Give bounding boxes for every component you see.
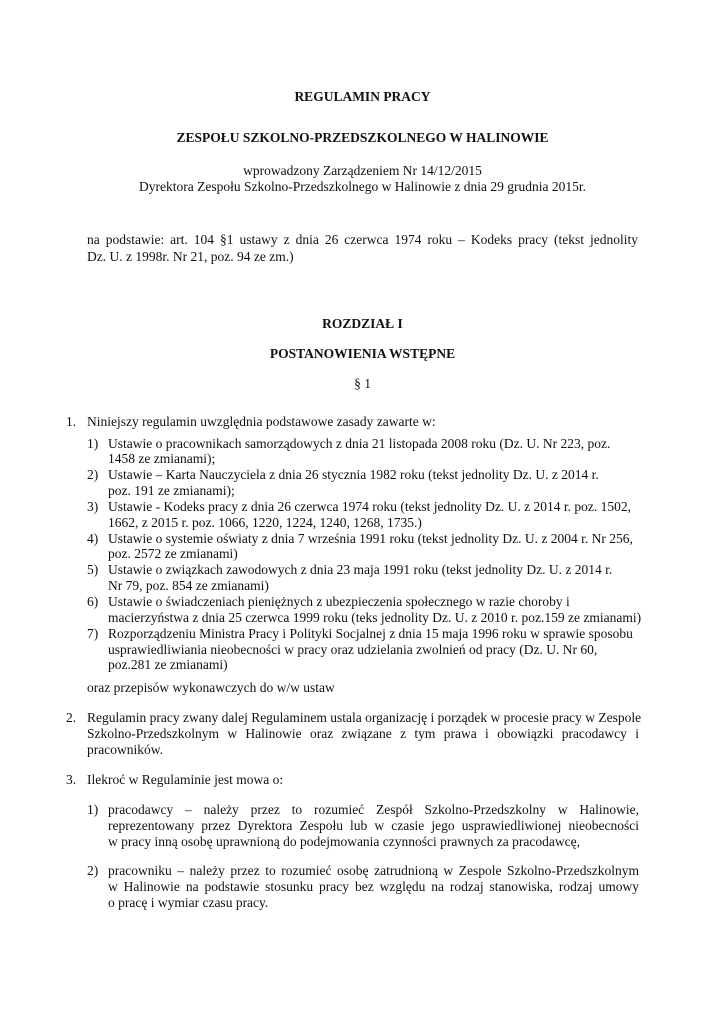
list-item-line: 1458 ze zmianami); — [108, 451, 216, 466]
list-item-line: pracodawcy – należy przez to rozumieć Zespół Szkolno-Przedszkolny w Halinowie, — [108, 802, 639, 817]
list-item-number: 5) — [87, 562, 99, 577]
intro-line-2: Dyrektora Zespołu Szkolno-Przedszkolnego w Halinowie z dnia 29 grudnia 2015r. — [139, 179, 586, 194]
list-item-line: poz.281 ze zmianami) — [108, 657, 228, 672]
list-item-number: 1) — [87, 436, 99, 451]
list-item-line: Ustawie o związkach zawodowych z dnia 23 maja 1991 roku (tekst jednolity Dz. U. z 2014 r. — [108, 562, 613, 577]
legal-basis-line-2: Dz. U. z 1998r. Nr 21, poz. 94 ze zm.) — [87, 249, 294, 264]
list-item-line: Nr 79, poz. 854 ze zmianami) — [108, 578, 269, 593]
item-2-line: Szkolno-Przedszkolnym w Halinowie oraz związane z tym prawa i obowiązki pracodawcy i — [87, 726, 639, 741]
list-item-line: o pracę i wymiar czasu pracy. — [108, 895, 269, 910]
list-item-line: w Halinowie na podstawie stosunku pracy bez względu na rodzaj stanowiska, rodzaj umowy — [108, 879, 639, 894]
item-2-line: Regulamin pracy zwany dalej Regulaminem ustala organizację i porządek w procesie pracy w Zespole — [87, 710, 642, 725]
list-item-number: 4) — [87, 531, 99, 546]
list-item-number: 2) — [87, 467, 99, 482]
list-item-line: 1662, z 2015 r. poz. 1066, 1220, 1224, 1240, 1268, 1735.) — [108, 515, 422, 530]
list-item-line: Ustawie – Karta Nauczyciela z dnia 26 stycznia 1982 roku (tekst jednolity Dz. U. z 2014 r. — [108, 467, 599, 482]
legal-basis-line-1: na podstawie: art. 104 §1 ustawy z dnia 26 czerwca 1974 roku – Kodeks pracy (tekst jednolity — [87, 232, 638, 247]
paragraph-mark: § 1 — [354, 376, 371, 391]
list-item-line: Ustawie o systemie oświaty z dnia 7 września 1991 roku (tekst jednolity Dz. U. z 2004 r. Nr 256, — [108, 531, 633, 546]
list-item-number: 3) — [87, 499, 99, 514]
list-item-number: 1) — [87, 802, 99, 817]
list-item-line: pracowniku – należy przez to rozumieć osobę zatrudnioną w Zespole Szkolno-Przedszkolnym — [108, 863, 639, 878]
list-item-line: Rozporządzeniu Ministra Pracy i Polityki Socjalnej z dnia 15 maja 1996 roku w sprawie sposobu — [108, 626, 633, 641]
item-1-number: 1. — [66, 414, 77, 429]
list-item-line: poz. 191 ze zmianami); — [108, 483, 235, 498]
list-item-number: 7) — [87, 626, 99, 641]
item-2-number: 2. — [66, 710, 77, 725]
chapter-heading: ROZDZIAŁ I — [322, 316, 403, 331]
list-item-line: reprezentowany przez Dyrektora Zespołu lub w czasie jego usprawiedliwionej nieobecności — [108, 818, 639, 833]
item-2-line: pracowników. — [87, 742, 163, 757]
list-item-line: macierzyństwa z dnia 25 czerwca 1999 roku (teks jednolity Dz. U. z 2010 r. poz.159 ze zmianami) — [108, 610, 642, 625]
list-item-line: Ustawie o pracownikach samorządowych z dnia 21 listopada 2008 roku (Dz. U. Nr 223, poz. — [108, 436, 611, 451]
item-1-footer: oraz przepisów wykonawczych do w/w ustaw — [87, 680, 335, 695]
list-item-line: poz. 2572 ze zmianami) — [108, 546, 238, 561]
document-title: REGULAMIN PRACY — [294, 89, 431, 104]
list-item-line: usprawiedliwiania nieobecności w pracy oraz udzielania zwolnień od pracy (Dz. U. Nr 60, — [108, 642, 598, 657]
item-3-text: Ilekroć w Regulaminie jest mowa o: — [87, 772, 284, 787]
list-item-line: w pracy inną osobę uprawnioną do podejmowania czynności prawnych za pracodawcę, — [108, 834, 580, 849]
chapter-title: POSTANOWIENIA WSTĘPNE — [269, 346, 456, 361]
document-subtitle: ZESPOŁU SZKOLNO-PRZEDSZKOLNEGO W HALINOWIE — [176, 130, 549, 145]
list-item-number: 2) — [87, 863, 99, 878]
item-1-text: Niniejszy regulamin uwzględnia podstawowe zasady zawarte w: — [87, 414, 436, 429]
item-3-number: 3. — [66, 772, 77, 787]
intro-line-1: wprowadzony Zarządzeniem Nr 14/12/2015 — [243, 163, 482, 178]
list-item-line: Ustawie - Kodeks pracy z dnia 26 czerwca 1974 roku (tekst jednolity Dz. U. z 2014 r. poz. 1502, — [108, 499, 631, 514]
list-item-line: Ustawie o świadczeniach pieniężnych z ubezpieczenia społecznego w razie choroby i — [108, 594, 570, 609]
list-item-number: 6) — [87, 594, 99, 609]
